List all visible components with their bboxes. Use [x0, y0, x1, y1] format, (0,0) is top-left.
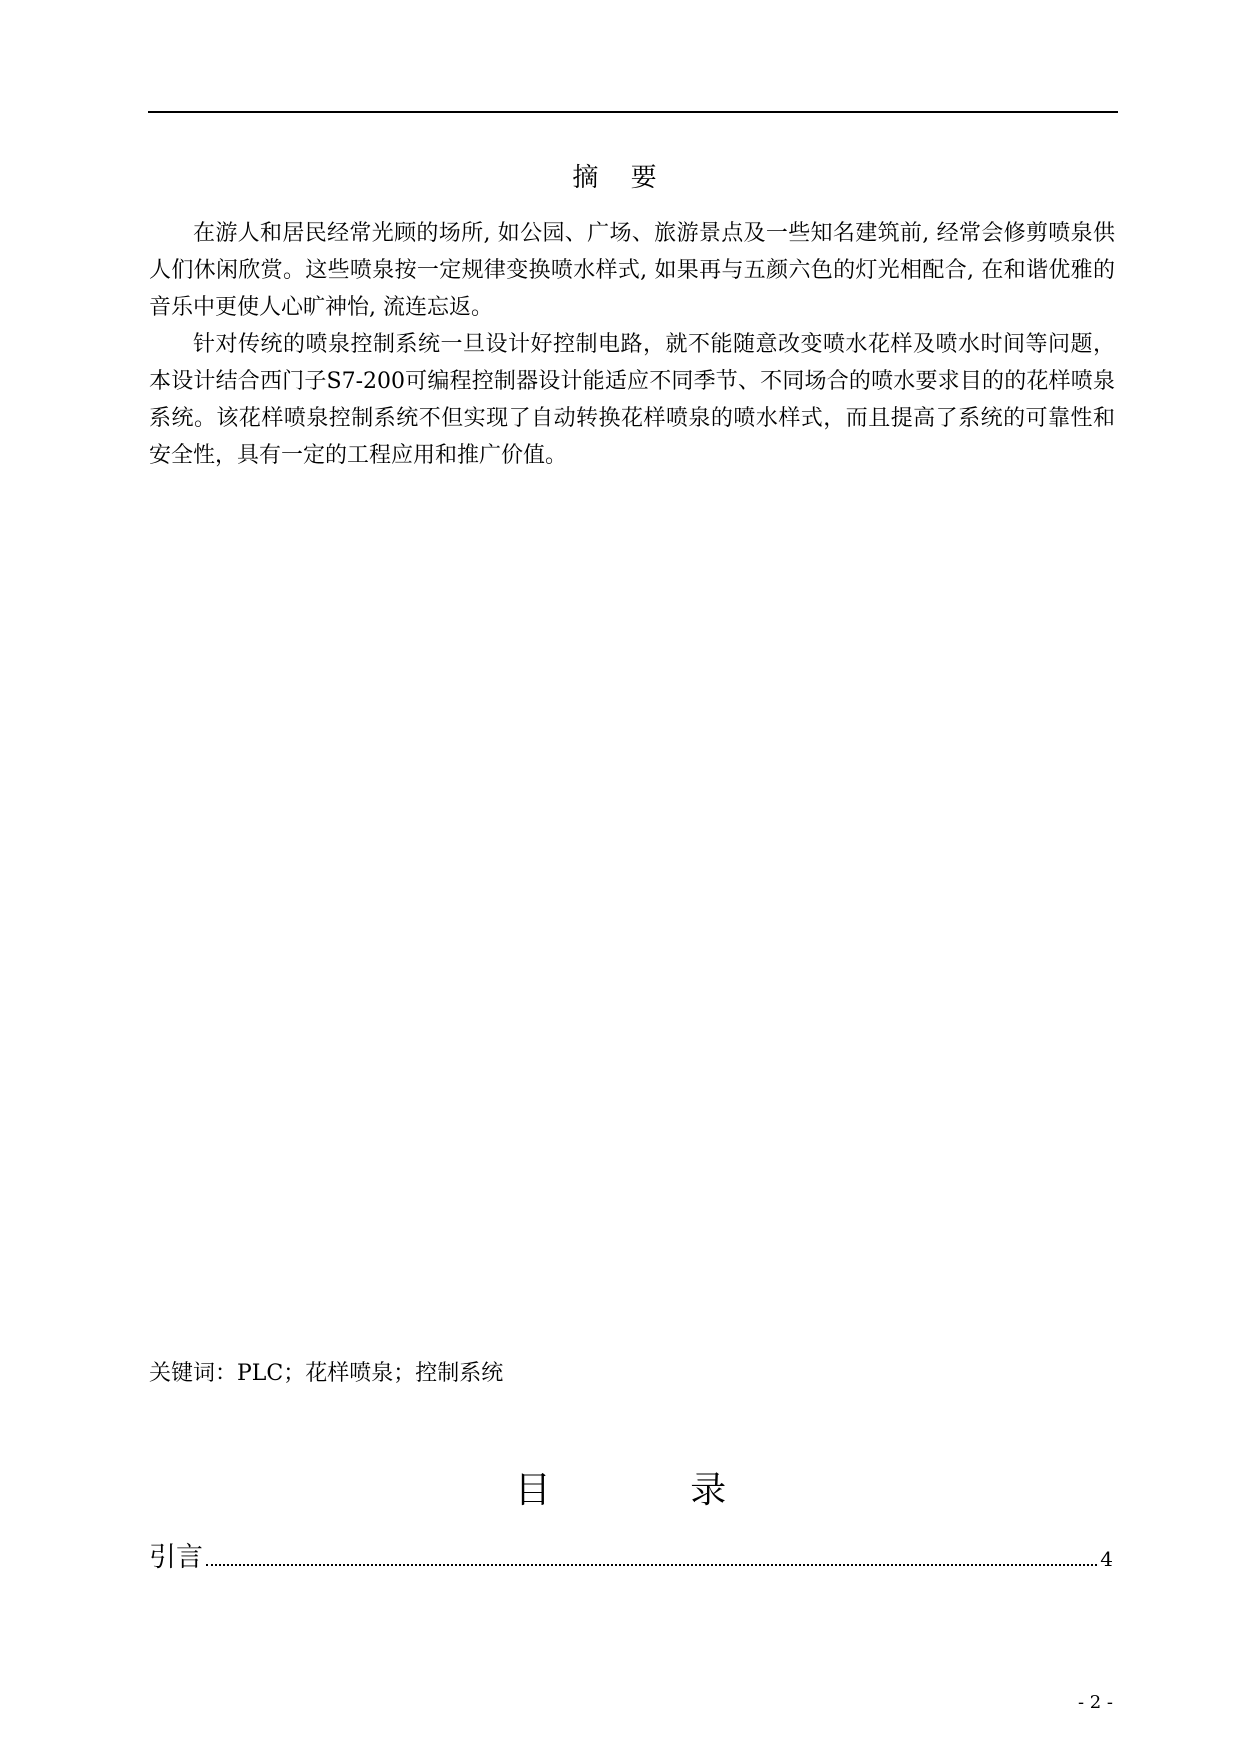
- keywords-line: 关键词：PLC；花样喷泉；控制系统: [149, 1361, 504, 1386]
- toc-title: 目 录: [514, 1470, 791, 1511]
- page-number: - 2 -: [1077, 1692, 1113, 1713]
- abstract-body: [149, 215, 1115, 474]
- abstract-paragraph-2: 针对传统的喷泉控制系统一旦设计好控制电路，就不能随意改变喷水花样及喷水时间等问题，本设计结合西门子S7-200可编程控制器设计能适应不同季节、不同场合的喷水要求目的的花样喷泉系统。该花样喷泉控制系统不但实现了自动转换花样喷泉的喷水样式，而且提高了系统的可靠性和安全性，具有一定的工程应用和推广价值。: [149, 332, 1115, 468]
- abstract-paragraph-1: 在游人和居民经常光顾的场所, 如公园、广场、旅游景点及一些知名建筑前, 经常会修剪喷泉供人们休闲欣赏。这些喷泉按一定规律变换喷水样式, 如果再与五颜六色的灯光相配合, 在和谐优雅的音乐中更使人心旷神怡, 流连忘返。: [149, 221, 1115, 320]
- toc-entry-page: 4: [1100, 1547, 1113, 1571]
- toc-dot-leader: [206, 1563, 1097, 1566]
- header-rule: [148, 111, 1118, 113]
- abstract-title: 摘 要: [572, 163, 669, 193]
- toc-entry-label: 引言: [149, 1542, 203, 1573]
- toc-entry[interactable]: [149, 1537, 1113, 1579]
